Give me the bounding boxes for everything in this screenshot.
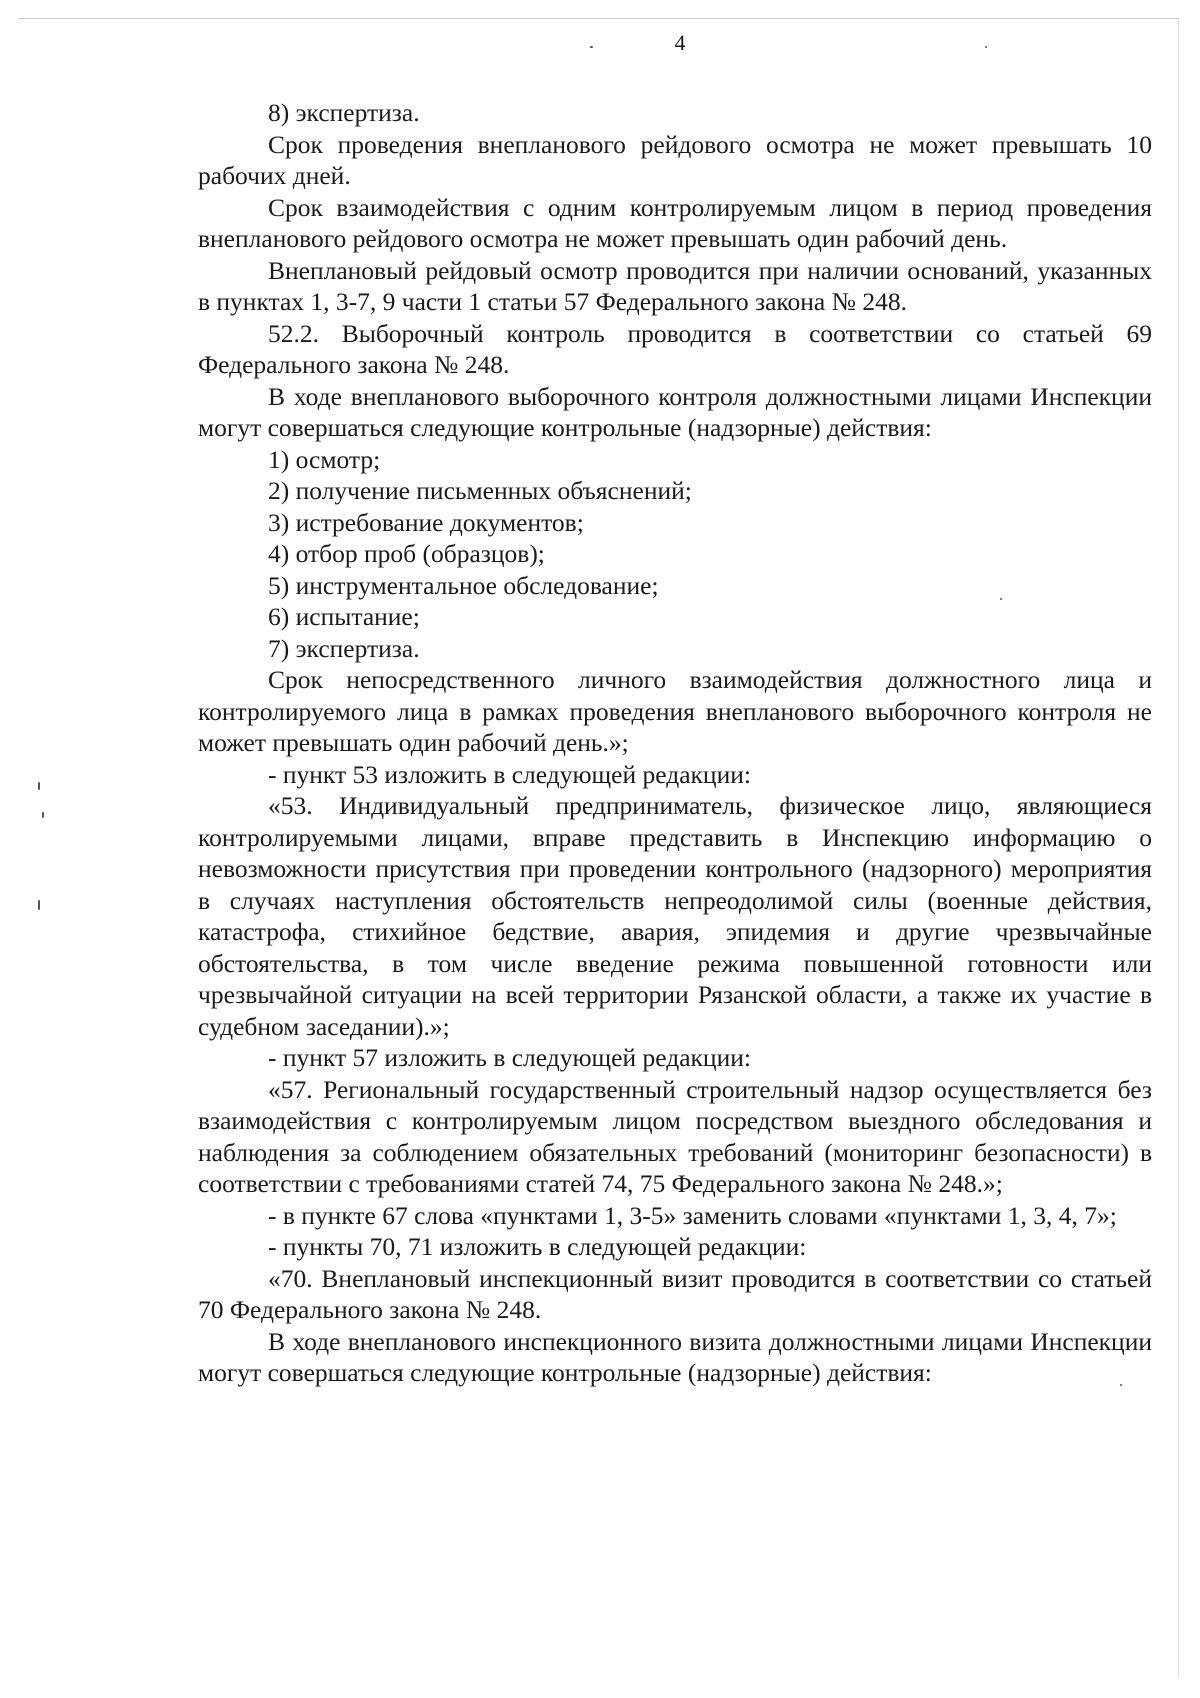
list-item: 2) получение письменных объяснений;	[268, 476, 692, 505]
list-item: 1) осмотр;	[268, 444, 381, 474]
list-item: 4) отбор проб (образцов);	[268, 539, 545, 568]
scan-speck	[1120, 1384, 1122, 1386]
list-item: 7) экспертиза.	[268, 633, 420, 663]
paragraph-selective-actions: В ходе внепланового выборочного контроля должностными лицами Инспекции могут совершаться следующие контрольные (надзорные) действия:	[198, 381, 1152, 442]
scan-speck	[1000, 598, 1002, 600]
amendment-67: - в пункте 67 слова «пунктами 1, 3-5» заменить словами «пунктами 1, 3, 4, 7»;	[268, 1200, 1117, 1230]
paragraph-inspection-actions: В ходе внепланового инспекционного визита должностными лицами Инспекции могут совершаться следующие контрольные (надзорные) действия:	[198, 1326, 1152, 1387]
paragraph-53: «53. Индивидуальный предприниматель, физическое лицо, являющиеся контролируемыми лицами, вправе представить в Инспекцию информацию о невозможности присутствия при проведении контрольного (надзорного) мероприятия в случаях наступления обстоятельств непреодолимой силы (военные действия, катастрофа, стихийное бедствие, авария, эпидемия и другие чрезвычайные обстоятельства, в том числе введение режима повышенной готовности или чрезвычайной ситуации на всей территории Рязанской области, а также их участие в судебном заседании).»;	[198, 791, 1152, 1041]
list-item-expertise-8: 8) экспертиза.	[268, 98, 420, 127]
paragraph-52-2: 52.2. Выборочный контроль проводится в соответствии со статьей 69 Федерального закона № 248.	[198, 318, 1152, 379]
paragraph-raid-grounds: Внеплановый рейдовый осмотр проводится при наличии оснований, указанных в пунктах 1, 3-7, 9 части 1 статьи 57 Федерального закона № 248.	[198, 255, 1152, 316]
list-item: 5) инструментальное обследование;	[268, 570, 659, 600]
paragraph-57: «57. Региональный государственный строительный надзор осуществляется без взаимодействия с контролируемым лицом посредством выездного обследования и наблюдения за соблюдением обязательных требований (мониторинг безопасности) в соответствии с требованиями статей 74, 75 Федерального закона № 248.»;	[198, 1074, 1152, 1198]
paragraph-raid-duration: Срок проведения внепланового рейдового осмотра не может превышать 10 рабочих дней.	[198, 129, 1152, 190]
list-item: 3) истребование документов;	[268, 507, 584, 537]
paragraph-70: «70. Внеплановый инспекционный визит проводится в соответствии со статьей 70 Федерального закона № 248.	[198, 1263, 1152, 1324]
page-number: 4	[674, 30, 686, 55]
document-body	[198, 97, 1152, 1389]
scan-speck	[985, 46, 987, 48]
paragraph-raid-interaction: Срок взаимодействия с одним контролируемым лицом в период проведения внепланового рейдового осмотра не может превышать один рабочий день.	[198, 192, 1152, 253]
scan-speck	[38, 782, 40, 790]
scan-speck	[590, 46, 593, 48]
amendment-70-71-intro: - пункты 70, 71 изложить в следующей редакции:	[268, 1232, 807, 1261]
list-item: 6) испытание;	[268, 602, 420, 631]
amendment-57-intro: - пункт 57 изложить в следующей редакции:	[268, 1043, 751, 1072]
paragraph-selective-interaction: Срок непосредственного личного взаимодействия должностного лица и контролируемого лица в рамках проведения внепланового выборочного контроля не может превышать один рабочий день.»;	[198, 665, 1152, 757]
scan-speck	[42, 812, 44, 818]
scan-speck	[38, 900, 40, 910]
amendment-53-intro: - пункт 53 изложить в следующей редакции:	[268, 759, 751, 789]
